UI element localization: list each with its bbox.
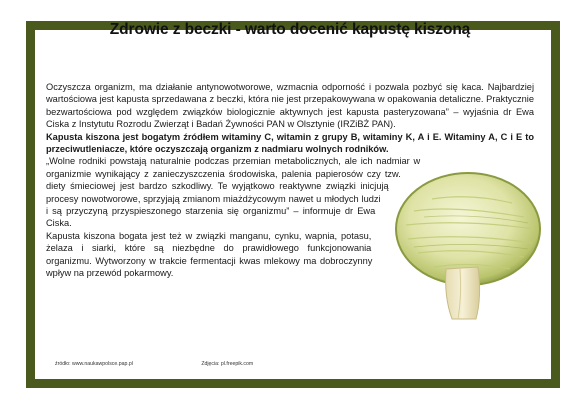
page-title: Zdrowie z beczki - warto docenić kapustę kiszoną <box>109 21 471 38</box>
paragraph-intro: Oczyszcza organizm, ma działanie antynowotworowe, wzmacnia odporność i pozwala pozbyć się kaca. Najbardziej wartościowa jest kapusta sprzedawana z beczki, która nie jest przepakowywana w opakowania detaliczne. Praktycznie bezwartościowa pod względem związków biologicznie aktywnych jest kapusta pasteryzowana” – wyjaśnia dr Ewa Ciska z Instytutu Rozrodu Zwierząt i Badań Żywności PAN w Olsztynie (IRZiBŻ PAN). <box>46 82 534 130</box>
photo-credit: Zdjęcia: pl.freepik.com <box>201 361 254 367</box>
source-credit: źródło: www.naukawpolsce.pap.pl <box>55 361 133 367</box>
article-body <box>46 81 534 321</box>
paragraph-minerals: Kapusta kiszona bogata jest też w związki manganu, cynku, wapnia, potasu, żelaza i siarki, które są niezbędne do prawidłowego funkcjonowania organizmu. Wytworzony w trakcie fermentacji kwas mlekowy ma dobroczynny wpływ na przewód pokarmowy. <box>46 230 373 279</box>
footer-credits <box>55 361 320 367</box>
cabbage-image <box>374 169 542 321</box>
paragraph-vitamins: Kapusta kiszona jest bogatym źródłem witaminy C, witamin z grupy B, witaminy K, A i E. Witaminy A, C i E to przeciwutleniacze, które oczyszczają organizm z nadmiaru wolnych rodników. <box>46 131 534 155</box>
paragraph-free-radicals: „Wolne rodniki powstają naturalnie podczas przemian metabolicznych, ale ich nadmiar w organizmie wynikający z zanieczyszczenia środowiska, palenia papierosów czy tzw. diety śmieciowej jest bardzo szkodliwy. Te wyjątkowo reaktywne związki inicjują procesy nowotworowe, sprzyjają zmianom miażdżycowym nawet u młodych ludzi i są przyczyną przyspieszonego starzenia się organizmu” – informuje dr Ewa Ciska. <box>46 156 421 229</box>
